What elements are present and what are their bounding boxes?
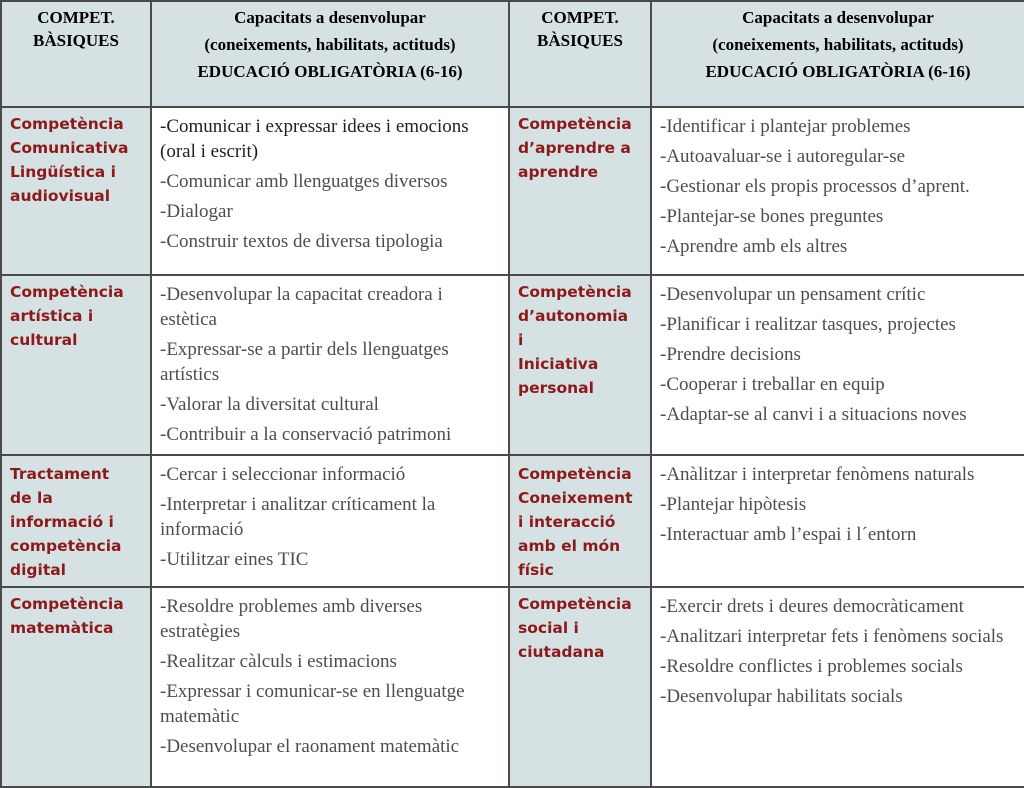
competence-name-right: Competència social i ciutadana xyxy=(509,587,651,787)
capacity-item: -Autoavaluar-se i autoregular-se xyxy=(660,146,906,167)
capacity-item: -Resoldre problemes amb diverses estratègies xyxy=(160,596,423,642)
capacity-item: -Utilitzar eines TIC xyxy=(160,549,309,570)
competence-name-right: Competència d’aprendre a aprendre xyxy=(509,107,651,275)
capacity-item: -Desenvolupar habilitats socials xyxy=(660,686,903,707)
capacity-item: -Plantejar hipòtesis xyxy=(660,494,807,515)
capacity-item: -Expressar i comunicar-se en llenguatge matemàtic xyxy=(160,681,465,727)
capacity-item: -Contribuir a la conservació patrimoni xyxy=(160,424,452,445)
capacity-item: -Gestionar els propis processos d’aprent. xyxy=(660,176,970,197)
capacity-item: -Construir textos de diversa tipologia xyxy=(160,231,443,252)
header-capacities-right: Capacitats a desenvolupar (coneixements, habilitats, actituds) EDUCACIÓ OBLIGATÒRIA (6-16) xyxy=(651,1,1024,107)
capacity-item: -Desenvolupar la capacitat creadora i estètica xyxy=(160,284,443,330)
capacities-list-right xyxy=(651,587,1024,787)
table-body xyxy=(1,107,1024,787)
capacities-list-right xyxy=(651,275,1024,455)
capacities-list-right xyxy=(651,107,1024,275)
table-row xyxy=(1,455,1024,587)
capacity-item: -Exercir drets i deures democràticament xyxy=(660,596,964,617)
table-row xyxy=(1,275,1024,455)
header-competences-right: COMPET. BÀSIQUES xyxy=(509,1,651,107)
capacity-item: -Aprendre amb els altres xyxy=(660,236,848,257)
capacity-item: -Comunicar amb llenguatges diversos xyxy=(160,171,448,192)
capacity-item: -Expressar-se a partir dels llenguatges artístics xyxy=(160,339,449,385)
capacity-item: -Identificar i plantejar problemes xyxy=(660,116,911,137)
competence-name-left: Tractament de la informació i competència digital xyxy=(1,455,151,587)
capacity-item: -Anàlitzar i interpretar fenòmens naturals xyxy=(660,464,975,485)
header-capacities-left: Capacitats a desenvolupar (coneixements, habilitats, actituds) EDUCACIÓ OBLIGATÒRIA (6-16) xyxy=(151,1,509,107)
capacity-item: -Adaptar-se al canvi i a situacions noves xyxy=(660,404,967,425)
capacity-item: -Analitzari interpretar fets i fenòmens socials xyxy=(660,626,1004,647)
capacity-item: -Plantejar-se bones preguntes xyxy=(660,206,884,227)
capacity-item: -Cercar i seleccionar informació xyxy=(160,464,406,485)
capacity-item: -Valorar la diversitat cultural xyxy=(160,394,379,415)
capacity-item: -Desenvolupar un pensament crític xyxy=(660,284,926,305)
header-competences-left: COMPET. BÀSIQUES xyxy=(1,1,151,107)
capacity-item: -Desenvolupar el raonament matemàtic xyxy=(160,736,460,757)
capacity-item: -Interpretar i analitzar críticament la informació xyxy=(160,494,436,540)
capacity-item: -Resoldre conflictes i problemes socials xyxy=(660,656,963,677)
competence-name-right: Competència d’autonomia i Iniciativa personal xyxy=(509,275,651,455)
table-row xyxy=(1,107,1024,275)
capacity-item: -Dialogar xyxy=(160,201,233,222)
competence-name-left: Competència matemàtica xyxy=(1,587,151,787)
capacity-item: -Comunicar i expressar idees i emocions (oral i escrit) xyxy=(160,116,469,162)
competence-name-left: Competència artística i cultural xyxy=(1,275,151,455)
capacity-item: -Prendre decisions xyxy=(660,344,801,365)
capacities-list-right xyxy=(651,455,1024,587)
capacities-list-left xyxy=(151,275,509,455)
capacity-item: -Realitzar càlculs i estimacions xyxy=(160,651,397,672)
capacities-list-left xyxy=(151,587,509,787)
header-row xyxy=(1,1,1024,107)
capacity-item: -Planificar i realitzar tasques, projectes xyxy=(660,314,956,335)
capacity-item: -Cooperar i treballar en equip xyxy=(660,374,885,395)
table-row xyxy=(1,587,1024,787)
capacity-item: -Interactuar amb l’espai i l´entorn xyxy=(660,524,917,545)
capacities-list-left xyxy=(151,107,509,275)
competence-name-left: Competència Comunicativa Lingüística i audiovisual xyxy=(1,107,151,275)
competence-name-right: Competència Coneixement i interacció amb el món físic xyxy=(509,455,651,587)
capacities-list-left xyxy=(151,455,509,587)
